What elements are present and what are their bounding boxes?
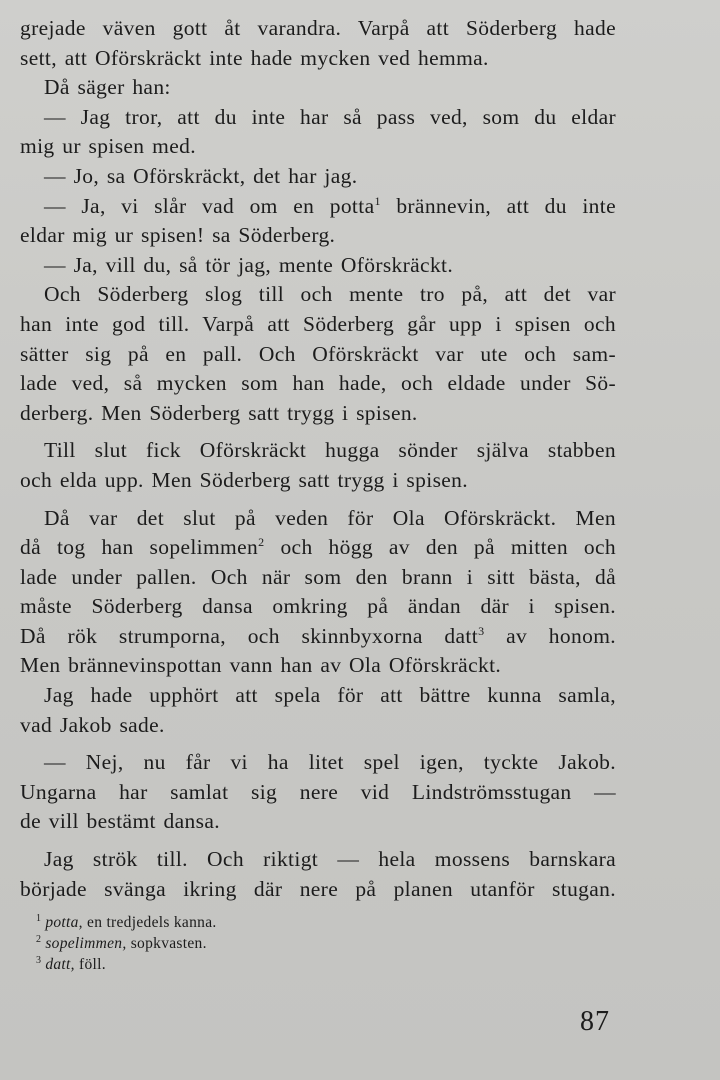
text-line: grejade väven gott åt varandra. Varpå att Söderberg hade: [20, 16, 616, 40]
text-line: lade ved, så mycken som han hade, och eldade under Sö-: [20, 371, 616, 396]
text-line: sett, att Oförskräckt inte hade mycken ved hemma.: [20, 45, 489, 70]
footnote-ref: 1: [374, 193, 381, 208]
text-line: då tog han sopelimmen$^2$ och högg av den på mitten och: [20, 535, 616, 560]
text-line: — Ja, vi slår vad om en potta$^1$ brännevin, att du inte: [44, 193, 617, 218]
footnote: $^2$ sopelimmen, sopkvasten.: [36, 934, 207, 952]
text-line: Jag hade upphört att spela för att bättre kunna samla,: [44, 683, 616, 708]
text-line: Då säger han:: [44, 75, 171, 100]
text-line: vad Jakob sade.: [20, 712, 165, 737]
text-line: — Jo, sa Oförskräckt, det har jag.: [44, 163, 358, 188]
text-line: de vill bestämt dansa.: [20, 809, 220, 834]
text-line: han inte god till. Varpå att Söderberg går upp i spisen och: [20, 311, 616, 336]
text-line: började svänga ikring där nere på planen utanför stugan.: [20, 876, 616, 901]
text-line: Då rök strumporna, och skinnbyxorna datt$^3$ av honom.: [20, 623, 616, 648]
text-line: — Ja, vill du, så tör jag, mente Oförskräckt.: [44, 252, 454, 277]
footnote-ref: 2: [258, 535, 265, 550]
text-line: sätter sig på en pall. Och Oförskräckt var ute och sam-: [20, 341, 616, 366]
text-line: Då var det slut på veden för Ola Oförskräckt. Men: [44, 505, 616, 530]
text-line: — Nej, nu får vi ha litet spel igen, tyckte Jakob.: [44, 750, 616, 775]
footnotes: [36, 912, 436, 975]
text-line: Och Söderberg slog till och mente tro på, att det var: [44, 282, 616, 307]
text-line: mig ur spisen med.: [20, 134, 196, 159]
text-line: Ungarna har samlat sig nere vid Lindströmsstugan —: [20, 779, 616, 804]
footnote: $^1$ potta, en tredjedels kanna.: [36, 913, 217, 931]
page-number: 87: [580, 1006, 610, 1037]
footnote: $^3$ datt, föll.: [36, 955, 106, 973]
text-line: Jag strök till. Och riktigt — hela mossens barnskara: [44, 847, 616, 872]
text-line: — Jag tror, att du inte har så pass ved, som du eldar: [44, 104, 616, 129]
text-line: måste Söderberg dansa omkring på ändan där i spisen.: [20, 594, 616, 619]
body-text: [20, 14, 616, 904]
text-line: lade under pallen. Och när som den brann i sitt bästa, då: [20, 564, 616, 589]
text-line: eldar mig ur spisen! sa Söderberg.: [20, 223, 336, 248]
text-line: och elda upp. Men Söderberg satt trygg i spisen.: [20, 467, 468, 492]
footnote-ref: 3: [478, 623, 485, 638]
text-line: Men brännevinspottan vann han av Ola Oförskräckt.: [20, 653, 502, 678]
text-line: Till slut fick Oförskräckt hugga sönder själva stabben: [44, 438, 616, 463]
text-line: derberg. Men Söderberg satt trygg i spisen.: [20, 400, 418, 425]
